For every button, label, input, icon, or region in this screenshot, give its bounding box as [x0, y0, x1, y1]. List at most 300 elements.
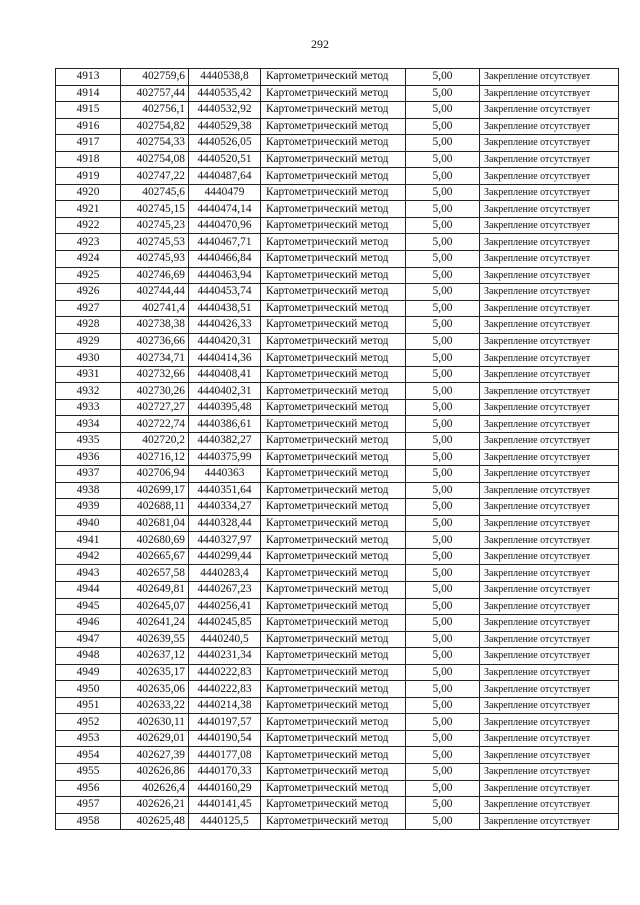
accuracy-cell: 5,00 — [406, 631, 480, 648]
fixing-cell: Закрепление отсутствует — [480, 300, 619, 317]
y-coordinate-cell: 4440408,41 — [189, 366, 261, 383]
fixing-cell: Закрепление отсутствует — [480, 433, 619, 450]
fixing-cell: Закрепление отсутствует — [480, 598, 619, 615]
point-number-cell: 4944 — [56, 581, 121, 598]
table-row — [56, 433, 619, 450]
method-cell: Картометрический метод — [261, 532, 406, 549]
method-cell: Картометрический метод — [261, 135, 406, 152]
y-coordinate-cell: 4440222,83 — [189, 681, 261, 698]
point-number-cell: 4941 — [56, 532, 121, 549]
x-coordinate-cell: 402745,23 — [121, 217, 189, 234]
method-cell: Картометрический метод — [261, 482, 406, 499]
x-coordinate-cell: 402754,08 — [121, 151, 189, 168]
x-coordinate-cell: 402745,93 — [121, 251, 189, 268]
table-row — [56, 813, 619, 830]
point-number-cell: 4950 — [56, 681, 121, 698]
y-coordinate-cell: 4440197,57 — [189, 714, 261, 731]
fixing-cell: Закрепление отсутствует — [480, 482, 619, 499]
point-number-cell: 4948 — [56, 648, 121, 665]
fixing-cell: Закрепление отсутствует — [480, 350, 619, 367]
method-cell: Картометрический метод — [261, 317, 406, 334]
method-cell: Картометрический метод — [261, 581, 406, 598]
accuracy-cell: 5,00 — [406, 515, 480, 532]
point-number-cell: 4924 — [56, 251, 121, 268]
y-coordinate-cell: 4440245,85 — [189, 615, 261, 632]
method-cell: Картометрический метод — [261, 184, 406, 201]
point-number-cell: 4919 — [56, 168, 121, 185]
y-coordinate-cell: 4440535,42 — [189, 85, 261, 102]
point-number-cell: 4932 — [56, 383, 121, 400]
point-number-cell: 4952 — [56, 714, 121, 731]
method-cell: Картометрический метод — [261, 598, 406, 615]
x-coordinate-cell: 402747,22 — [121, 168, 189, 185]
accuracy-cell: 5,00 — [406, 284, 480, 301]
fixing-cell: Закрепление отсутствует — [480, 797, 619, 814]
table-row — [56, 184, 619, 201]
x-coordinate-cell: 402745,15 — [121, 201, 189, 218]
table-row — [56, 102, 619, 119]
fixing-cell: Закрепление отсутствует — [480, 102, 619, 119]
accuracy-cell: 5,00 — [406, 267, 480, 284]
fixing-cell: Закрепление отсутствует — [480, 118, 619, 135]
point-number-cell: 4928 — [56, 317, 121, 334]
fixing-cell: Закрепление отсутствует — [480, 730, 619, 747]
x-coordinate-cell: 402681,04 — [121, 515, 189, 532]
table-row — [56, 201, 619, 218]
table-row — [56, 763, 619, 780]
method-cell: Картометрический метод — [261, 813, 406, 830]
x-coordinate-cell: 402645,07 — [121, 598, 189, 615]
y-coordinate-cell: 4440467,71 — [189, 234, 261, 251]
table-row — [56, 714, 619, 731]
x-coordinate-cell: 402626,4 — [121, 780, 189, 797]
method-cell: Картометрический метод — [261, 267, 406, 284]
point-number-cell: 4930 — [56, 350, 121, 367]
x-coordinate-cell: 402629,01 — [121, 730, 189, 747]
table-row — [56, 317, 619, 334]
method-cell: Картометрический метод — [261, 648, 406, 665]
point-number-cell: 4921 — [56, 201, 121, 218]
point-number-cell: 4946 — [56, 615, 121, 632]
table-row — [56, 234, 619, 251]
point-number-cell: 4940 — [56, 515, 121, 532]
method-cell: Картометрический метод — [261, 466, 406, 483]
method-cell: Картометрический метод — [261, 234, 406, 251]
point-number-cell: 4936 — [56, 449, 121, 466]
method-cell: Картометрический метод — [261, 664, 406, 681]
accuracy-cell: 5,00 — [406, 383, 480, 400]
table-row — [56, 85, 619, 102]
accuracy-cell: 5,00 — [406, 532, 480, 549]
accuracy-cell: 5,00 — [406, 466, 480, 483]
table-row — [56, 300, 619, 317]
accuracy-cell: 5,00 — [406, 763, 480, 780]
point-number-cell: 4914 — [56, 85, 121, 102]
y-coordinate-cell: 4440470,96 — [189, 217, 261, 234]
fixing-cell: Закрепление отсутствует — [480, 681, 619, 698]
accuracy-cell: 5,00 — [406, 102, 480, 119]
table-row — [56, 135, 619, 152]
table-row — [56, 499, 619, 516]
table-row — [56, 747, 619, 764]
fixing-cell: Закрепление отсутствует — [480, 548, 619, 565]
table-row — [56, 168, 619, 185]
fixing-cell: Закрепление отсутствует — [480, 581, 619, 598]
x-coordinate-cell: 402699,17 — [121, 482, 189, 499]
x-coordinate-cell: 402637,12 — [121, 648, 189, 665]
table-row — [56, 466, 619, 483]
point-number-cell: 4937 — [56, 466, 121, 483]
x-coordinate-cell: 402626,86 — [121, 763, 189, 780]
point-number-cell: 4947 — [56, 631, 121, 648]
x-coordinate-cell: 402633,22 — [121, 697, 189, 714]
method-cell: Картометрический метод — [261, 251, 406, 268]
point-number-cell: 4958 — [56, 813, 121, 830]
accuracy-cell: 5,00 — [406, 168, 480, 185]
point-number-cell: 4926 — [56, 284, 121, 301]
x-coordinate-cell: 402732,66 — [121, 366, 189, 383]
method-cell: Картометрический метод — [261, 416, 406, 433]
point-number-cell: 4925 — [56, 267, 121, 284]
y-coordinate-cell: 4440453,74 — [189, 284, 261, 301]
accuracy-cell: 5,00 — [406, 598, 480, 615]
y-coordinate-cell: 4440177,08 — [189, 747, 261, 764]
x-coordinate-cell: 402720,2 — [121, 433, 189, 450]
table-row — [56, 797, 619, 814]
fixing-cell: Закрепление отсутствует — [480, 697, 619, 714]
fixing-cell: Закрепление отсутствует — [480, 664, 619, 681]
x-coordinate-cell: 402649,81 — [121, 581, 189, 598]
fixing-cell: Закрепление отсутствует — [480, 615, 619, 632]
y-coordinate-cell: 4440532,92 — [189, 102, 261, 119]
y-coordinate-cell: 4440386,61 — [189, 416, 261, 433]
accuracy-cell: 5,00 — [406, 366, 480, 383]
y-coordinate-cell: 4440438,51 — [189, 300, 261, 317]
method-cell: Картометрический метод — [261, 333, 406, 350]
accuracy-cell: 5,00 — [406, 300, 480, 317]
x-coordinate-cell: 402657,58 — [121, 565, 189, 582]
fixing-cell: Закрепление отсутствует — [480, 184, 619, 201]
accuracy-cell: 5,00 — [406, 615, 480, 632]
fixing-cell: Закрепление отсутствует — [480, 317, 619, 334]
accuracy-cell: 5,00 — [406, 548, 480, 565]
method-cell: Картометрический метод — [261, 548, 406, 565]
y-coordinate-cell: 4440382,27 — [189, 433, 261, 450]
accuracy-cell: 5,00 — [406, 681, 480, 698]
table-row — [56, 267, 619, 284]
table-row — [56, 151, 619, 168]
y-coordinate-cell: 4440283,4 — [189, 565, 261, 582]
fixing-cell: Закрепление отсутствует — [480, 532, 619, 549]
x-coordinate-cell: 402625,48 — [121, 813, 189, 830]
method-cell: Картометрический метод — [261, 300, 406, 317]
point-number-cell: 4939 — [56, 499, 121, 516]
fixing-cell: Закрепление отсутствует — [480, 416, 619, 433]
y-coordinate-cell: 4440351,64 — [189, 482, 261, 499]
method-cell: Картометрический метод — [261, 615, 406, 632]
point-number-cell: 4922 — [56, 217, 121, 234]
x-coordinate-cell: 402754,33 — [121, 135, 189, 152]
fixing-cell: Закрепление отсутствует — [480, 69, 619, 86]
point-number-cell: 4929 — [56, 333, 121, 350]
table-row — [56, 118, 619, 135]
accuracy-cell: 5,00 — [406, 499, 480, 516]
accuracy-cell: 5,00 — [406, 581, 480, 598]
y-coordinate-cell: 4440426,33 — [189, 317, 261, 334]
method-cell: Картометрический метод — [261, 763, 406, 780]
y-coordinate-cell: 4440375,99 — [189, 449, 261, 466]
method-cell: Картометрический метод — [261, 69, 406, 86]
coordinates-table — [55, 68, 619, 830]
x-coordinate-cell: 402635,17 — [121, 664, 189, 681]
x-coordinate-cell: 402688,11 — [121, 499, 189, 516]
point-number-cell: 4945 — [56, 598, 121, 615]
accuracy-cell: 5,00 — [406, 433, 480, 450]
accuracy-cell: 5,00 — [406, 648, 480, 665]
accuracy-cell: 5,00 — [406, 697, 480, 714]
x-coordinate-cell: 402727,27 — [121, 399, 189, 416]
accuracy-cell: 5,00 — [406, 333, 480, 350]
point-number-cell: 4927 — [56, 300, 121, 317]
method-cell: Картометрический метод — [261, 714, 406, 731]
accuracy-cell: 5,00 — [406, 482, 480, 499]
fixing-cell: Закрепление отсутствует — [480, 284, 619, 301]
method-cell: Картометрический метод — [261, 449, 406, 466]
point-number-cell: 4923 — [56, 234, 121, 251]
table-row — [56, 515, 619, 532]
y-coordinate-cell: 4440328,44 — [189, 515, 261, 532]
table-row — [56, 780, 619, 797]
x-coordinate-cell: 402730,26 — [121, 383, 189, 400]
x-coordinate-cell: 402757,44 — [121, 85, 189, 102]
fixing-cell: Закрепление отсутствует — [480, 168, 619, 185]
y-coordinate-cell: 4440170,33 — [189, 763, 261, 780]
x-coordinate-cell: 402665,67 — [121, 548, 189, 565]
fixing-cell: Закрепление отсутствует — [480, 333, 619, 350]
fixing-cell: Закрепление отсутствует — [480, 631, 619, 648]
accuracy-cell: 5,00 — [406, 118, 480, 135]
point-number-cell: 4943 — [56, 565, 121, 582]
y-coordinate-cell: 4440214,38 — [189, 697, 261, 714]
accuracy-cell: 5,00 — [406, 449, 480, 466]
fixing-cell: Закрепление отсутствует — [480, 135, 619, 152]
fixing-cell: Закрепление отсутствует — [480, 648, 619, 665]
accuracy-cell: 5,00 — [406, 399, 480, 416]
x-coordinate-cell: 402641,24 — [121, 615, 189, 632]
accuracy-cell: 5,00 — [406, 217, 480, 234]
x-coordinate-cell: 402759,6 — [121, 69, 189, 86]
accuracy-cell: 5,00 — [406, 714, 480, 731]
y-coordinate-cell: 4440463,94 — [189, 267, 261, 284]
accuracy-cell: 5,00 — [406, 730, 480, 747]
method-cell: Картометрический метод — [261, 697, 406, 714]
x-coordinate-cell: 402744,44 — [121, 284, 189, 301]
x-coordinate-cell: 402639,55 — [121, 631, 189, 648]
y-coordinate-cell: 4440487,64 — [189, 168, 261, 185]
table-row — [56, 383, 619, 400]
method-cell: Картометрический метод — [261, 284, 406, 301]
method-cell: Картометрический метод — [261, 681, 406, 698]
y-coordinate-cell: 4440414,36 — [189, 350, 261, 367]
table-body — [56, 69, 619, 830]
accuracy-cell: 5,00 — [406, 135, 480, 152]
point-number-cell: 4942 — [56, 548, 121, 565]
page-number: 292 — [311, 37, 329, 51]
table-row — [56, 631, 619, 648]
point-number-cell: 4920 — [56, 184, 121, 201]
fixing-cell: Закрепление отсутствует — [480, 747, 619, 764]
y-coordinate-cell: 4440141,45 — [189, 797, 261, 814]
x-coordinate-cell: 402745,6 — [121, 184, 189, 201]
method-cell: Картометрический метод — [261, 780, 406, 797]
point-number-cell: 4935 — [56, 433, 121, 450]
table-row — [56, 333, 619, 350]
point-number-cell: 4949 — [56, 664, 121, 681]
method-cell: Картометрический метод — [261, 499, 406, 516]
table-row — [56, 217, 619, 234]
accuracy-cell: 5,00 — [406, 251, 480, 268]
table-row — [56, 581, 619, 598]
x-coordinate-cell: 402736,66 — [121, 333, 189, 350]
accuracy-cell: 5,00 — [406, 664, 480, 681]
method-cell: Картометрический метод — [261, 383, 406, 400]
method-cell: Картометрический метод — [261, 350, 406, 367]
table-row — [56, 251, 619, 268]
point-number-cell: 4918 — [56, 151, 121, 168]
fixing-cell: Закрепление отсутствует — [480, 714, 619, 731]
fixing-cell: Закрепление отсутствует — [480, 466, 619, 483]
table-row — [56, 615, 619, 632]
x-coordinate-cell: 402746,69 — [121, 267, 189, 284]
y-coordinate-cell: 4440160,29 — [189, 780, 261, 797]
point-number-cell: 4955 — [56, 763, 121, 780]
x-coordinate-cell: 402734,71 — [121, 350, 189, 367]
fixing-cell: Закрепление отсутствует — [480, 267, 619, 284]
method-cell: Картометрический метод — [261, 118, 406, 135]
y-coordinate-cell: 4440267,23 — [189, 581, 261, 598]
table-row — [56, 548, 619, 565]
point-number-cell: 4913 — [56, 69, 121, 86]
y-coordinate-cell: 4440299,44 — [189, 548, 261, 565]
y-coordinate-cell: 4440538,8 — [189, 69, 261, 86]
point-number-cell: 4951 — [56, 697, 121, 714]
y-coordinate-cell: 4440222,83 — [189, 664, 261, 681]
fixing-cell: Закрепление отсутствует — [480, 763, 619, 780]
method-cell: Картометрический метод — [261, 730, 406, 747]
fixing-cell: Закрепление отсутствует — [480, 234, 619, 251]
accuracy-cell: 5,00 — [406, 565, 480, 582]
table-row — [56, 648, 619, 665]
method-cell: Картометрический метод — [261, 433, 406, 450]
table-row — [56, 366, 619, 383]
accuracy-cell: 5,00 — [406, 797, 480, 814]
table-row — [56, 416, 619, 433]
y-coordinate-cell: 4440474,14 — [189, 201, 261, 218]
y-coordinate-cell: 4440395,48 — [189, 399, 261, 416]
y-coordinate-cell: 4440479 — [189, 184, 261, 201]
table-row — [56, 730, 619, 747]
fixing-cell: Закрепление отсутствует — [480, 565, 619, 582]
point-number-cell: 4933 — [56, 399, 121, 416]
y-coordinate-cell: 4440402,31 — [189, 383, 261, 400]
fixing-cell: Закрепление отсутствует — [480, 449, 619, 466]
x-coordinate-cell: 402754,82 — [121, 118, 189, 135]
fixing-cell: Закрепление отсутствует — [480, 813, 619, 830]
accuracy-cell: 5,00 — [406, 201, 480, 218]
point-number-cell: 4953 — [56, 730, 121, 747]
x-coordinate-cell: 402722,74 — [121, 416, 189, 433]
point-number-cell: 4915 — [56, 102, 121, 119]
x-coordinate-cell: 402745,53 — [121, 234, 189, 251]
method-cell: Картометрический метод — [261, 168, 406, 185]
y-coordinate-cell: 4440363 — [189, 466, 261, 483]
y-coordinate-cell: 4440240,5 — [189, 631, 261, 648]
y-coordinate-cell: 4440466,84 — [189, 251, 261, 268]
method-cell: Картометрический метод — [261, 631, 406, 648]
point-number-cell: 4956 — [56, 780, 121, 797]
table-row — [56, 284, 619, 301]
y-coordinate-cell: 4440327,97 — [189, 532, 261, 549]
x-coordinate-cell: 402630,11 — [121, 714, 189, 731]
y-coordinate-cell: 4440334,27 — [189, 499, 261, 516]
accuracy-cell: 5,00 — [406, 780, 480, 797]
table-row — [56, 598, 619, 615]
table-row — [56, 697, 619, 714]
point-number-cell: 4917 — [56, 135, 121, 152]
fixing-cell: Закрепление отсутствует — [480, 499, 619, 516]
point-number-cell: 4954 — [56, 747, 121, 764]
accuracy-cell: 5,00 — [406, 85, 480, 102]
fixing-cell: Закрепление отсутствует — [480, 515, 619, 532]
fixing-cell: Закрепление отсутствует — [480, 366, 619, 383]
method-cell: Картометрический метод — [261, 151, 406, 168]
method-cell: Картометрический метод — [261, 102, 406, 119]
x-coordinate-cell: 402738,38 — [121, 317, 189, 334]
fixing-cell: Закрепление отсутствует — [480, 383, 619, 400]
table-row — [56, 350, 619, 367]
fixing-cell: Закрепление отсутствует — [480, 201, 619, 218]
accuracy-cell: 5,00 — [406, 350, 480, 367]
method-cell: Картометрический метод — [261, 366, 406, 383]
method-cell: Картометрический метод — [261, 565, 406, 582]
table-row — [56, 681, 619, 698]
accuracy-cell: 5,00 — [406, 813, 480, 830]
table-row — [56, 449, 619, 466]
accuracy-cell: 5,00 — [406, 151, 480, 168]
method-cell: Картометрический метод — [261, 399, 406, 416]
x-coordinate-cell: 402706,94 — [121, 466, 189, 483]
x-coordinate-cell: 402626,21 — [121, 797, 189, 814]
fixing-cell: Закрепление отсутствует — [480, 399, 619, 416]
fixing-cell: Закрепление отсутствует — [480, 217, 619, 234]
x-coordinate-cell: 402716,12 — [121, 449, 189, 466]
x-coordinate-cell: 402627,39 — [121, 747, 189, 764]
accuracy-cell: 5,00 — [406, 184, 480, 201]
method-cell: Картометрический метод — [261, 217, 406, 234]
y-coordinate-cell: 4440420,31 — [189, 333, 261, 350]
y-coordinate-cell: 4440190,54 — [189, 730, 261, 747]
x-coordinate-cell: 402680,69 — [121, 532, 189, 549]
accuracy-cell: 5,00 — [406, 69, 480, 86]
method-cell: Картометрический метод — [261, 747, 406, 764]
y-coordinate-cell: 4440529,38 — [189, 118, 261, 135]
accuracy-cell: 5,00 — [406, 317, 480, 334]
fixing-cell: Закрепление отсутствует — [480, 780, 619, 797]
point-number-cell: 4931 — [56, 366, 121, 383]
method-cell: Картометрический метод — [261, 85, 406, 102]
table-row — [56, 399, 619, 416]
y-coordinate-cell: 4440125,5 — [189, 813, 261, 830]
